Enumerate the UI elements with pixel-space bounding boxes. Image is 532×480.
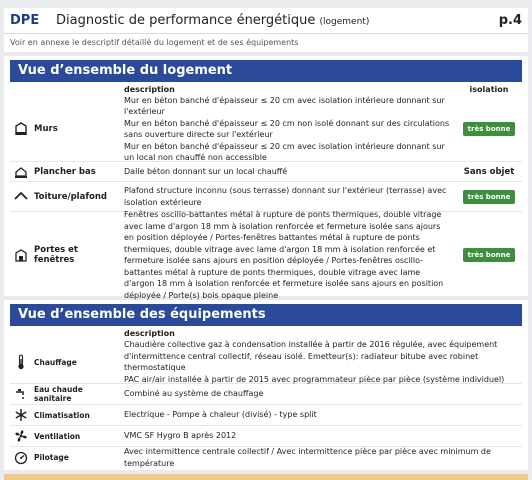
table-row: [10, 384, 522, 405]
roof-icon: [10, 190, 32, 204]
thermometer-icon: [10, 354, 32, 370]
isolation-badge: très bonne: [463, 122, 516, 136]
row-label: Toiture/plafond: [34, 191, 108, 202]
row-label: Plancher bas: [34, 166, 96, 177]
floor-icon: [10, 165, 32, 179]
window-icon: [10, 248, 32, 262]
isolation-badge: très bonne: [463, 248, 516, 262]
row-label: Eau chaude sanitaire: [34, 385, 83, 403]
row-label: Murs: [34, 124, 58, 134]
row-description: Dalle béton donnant sur un local chauffé: [124, 166, 288, 176]
logement-section-title: Vue d’ensemble du logement: [10, 60, 522, 82]
page-header: [4, 8, 528, 34]
gauge-icon: [10, 451, 32, 465]
row-description: Plafond structure inconnu (sous terrasse) donnant sur l'extérieur (terrasse) avec isolation extérieure: [124, 186, 447, 207]
isolation-badge: très bonne: [463, 190, 516, 204]
logement-card: [4, 56, 528, 300]
row-description: Mur en béton banché d'épaisseur ≤ 20 cm avec isolation intérieure donnant sur l'extérieur Mur en béton banché d'épaisseur ≤ 20 cm non isolé donnant sur des circulations sans ouverture directe sur l'extérieur Mur en béton banché d'épaisseur ≤ 20 cm avec isolation intérieure donnant sur un local non chauffé non accessible: [124, 95, 450, 162]
row-description: Fenêtres oscillo-battantes métal à rupture de ponts thermiques, double vitrage avec lame d'argon 18 mm à isolation renforcée et fermeture isolée sans ajours en position déployée / Portes-fenêtres battantes métal à rupture de ponts thermiques, double vitrage avec lame d'argon 18 mm à isolation renforcée et fermeture isolée sans ajours en position déployée / Portes-fenêtres oscillo-battantes métal à rupture de ponts thermiques, double vitrage avec lame d'argon 18 mm à isolation renforcée et fermeture isolée sans ajours en position déployée / Porte(s) bois opaque pleine: [124, 210, 444, 300]
col-description: description: [124, 85, 175, 94]
equipements-card: [4, 300, 528, 470]
row-label: Pilotage: [34, 453, 69, 462]
row-label: Ventilation: [34, 431, 81, 441]
fan-icon: [10, 429, 32, 443]
row-description: VMC SF Hygro B après 2012: [124, 431, 237, 441]
row-description: Electrique - Pompe à chaleur (divisé) - type split: [124, 410, 317, 420]
table-row: [10, 162, 522, 182]
annex-note: Voir en annexe le descriptif détaillé du logement et de ses équipements: [4, 34, 528, 52]
snowflake-icon: [10, 408, 32, 422]
dpe-tag: DPE: [10, 13, 40, 28]
next-section-strip: [4, 474, 528, 480]
row-label: Portes et fenêtres: [34, 245, 78, 265]
row-description: Avec intermittence centrale collectif / Avec intermittence pièce par pièce avec minimum de température: [124, 447, 491, 468]
col-description: description: [124, 329, 175, 338]
page-title-small: (logement): [319, 17, 370, 27]
row-description: Combiné au système de chauffage: [124, 389, 264, 399]
row-label: Climatisation: [34, 410, 90, 420]
table-row: [10, 341, 522, 384]
page-title: Diagnostic de performance énergétique (logement): [56, 13, 370, 28]
table-row: [10, 212, 522, 298]
table-row: [10, 405, 522, 426]
equipements-section-title: Vue d’ensemble des équipements: [10, 304, 522, 326]
row-label: Chauffage: [34, 357, 77, 367]
isolation-value: Sans objet: [463, 166, 515, 177]
col-isolation: isolation: [469, 85, 509, 94]
wall-icon: [10, 122, 32, 136]
row-description: Chaudière collective gaz à condensation installée à partir de 2016 régulée, avec équipement d'intermittence central collectif, réseau isolé. Emetteur(s): radiateur bitube avec robinet thermostatique PAC air/air installée à partir de 2015 avec programmateur pièce par pièce (système individuel): [124, 340, 505, 384]
faucet-icon: [10, 387, 32, 401]
table-row: [10, 447, 522, 468]
table-row: [10, 97, 522, 162]
page-number: p.4: [498, 13, 522, 28]
